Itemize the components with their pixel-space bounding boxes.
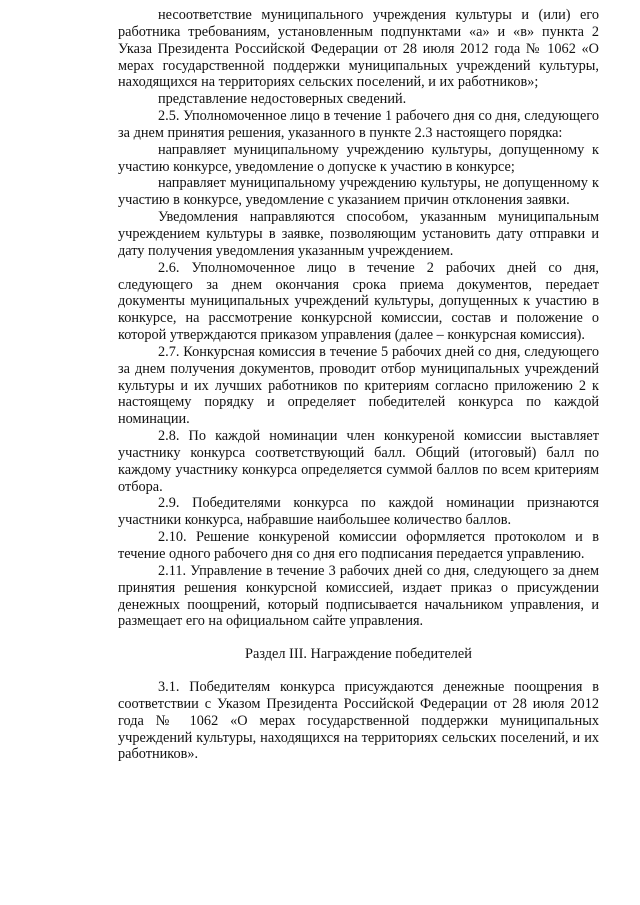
paragraph-3-1: 3.1. Победителям конкурса присуждаются денежные поощрения в соответствии с Указом Президента Российской Федерации от 28 июля 2012 года № 1062 «О мерах государственной поддержки муниципальных учреждений культуры, находящихся на территориях сельских поселений, и их работников». [118, 679, 599, 763]
paragraph-noncompliance: несоответствие муниципального учреждения культуры и (или) его работника требованиям, установленным подпунктами «а» и «в» пункта 2 Указа Президента Российской Федерации от 28 июля 2012 года № 1062 «О мерах государственной поддержки муниципальных учреждений культуры, находящихся на территориях сельских поселений, и их работников»; [118, 7, 599, 91]
paragraph-2-8: 2.8. По каждой номинации член конкуреной комиссии выставляет участнику конкурса соответствующий балл. Общий (итоговый) балл по каждому участнику конкурса определяется суммой баллов по всем критериям отбора. [118, 428, 599, 495]
paragraph-2-9: 2.9. Победителями конкурса по каждой номинации признаются участники конкурса, набравшие наибольшее количество баллов. [118, 495, 599, 529]
paragraph-rejection-notice: направляет муниципальному учреждению культуры, не допущенному к участию в конкурсе, уведомление с указанием причин отклонения заявки. [118, 175, 599, 209]
paragraph-2-5: 2.5. Уполномоченное лицо в течение 1 рабочего дня со дня, следующего за днем принятия решения, указанного в пункте 2.3 настоящего порядка: [118, 108, 599, 141]
paragraph-notice-method: Уведомления направляются способом, указанным муниципальным учреждением культуры в заявке, позволяющим установить дату отправки и дату получения уведомления указанным учреждением. [118, 209, 599, 259]
paragraph-2-11: 2.11. Управление в течение 3 рабочих дней со дня, следующего за днем принятия решения конкурсной комиссией, издает приказ о присуждении денежных поощрений, который подписывается начальником управления, и размещает его на официальном сайте управления. [118, 562, 599, 630]
paragraph-admission-notice: направляет муниципальному учреждению культуры, допущенному к участию конкурсе, уведомление о допуске к участию в конкурсе; [118, 141, 599, 175]
paragraph-2-7: 2.7. Конкурсная комиссия в течение 5 рабочих дней со дня, следующего за днем получения документов, проводит отбор муниципальных учреждений культуры и их лучших работников по критериям согласно приложению 2 к настоящему порядку и определяет победителей конкурса по каждой номинации. [118, 343, 599, 428]
paragraph-2-10: 2.10. Решение конкуреной комиссии оформляется протоколом и в течение одного рабочего дня со дня его подписания передается управлению. [118, 529, 599, 562]
paragraph-2-6: 2.6. Уполномоченное лицо в течение 2 рабочих дней со дня, следующего за днем окончания срока приема документов, передает документы муниципальных учреждений культуры, допущенных к участию в конкурсе, на рассмотрение конкурсной комиссии, состав и положение о которой утверждаются приказом управления (далее – конкурсная комиссия). [118, 259, 599, 344]
paragraph-false-info: представление недостоверных сведений. [158, 91, 407, 108]
section-heading: Раздел III. Награждение победителей [245, 646, 472, 663]
document-page [118, 7, 599, 763]
